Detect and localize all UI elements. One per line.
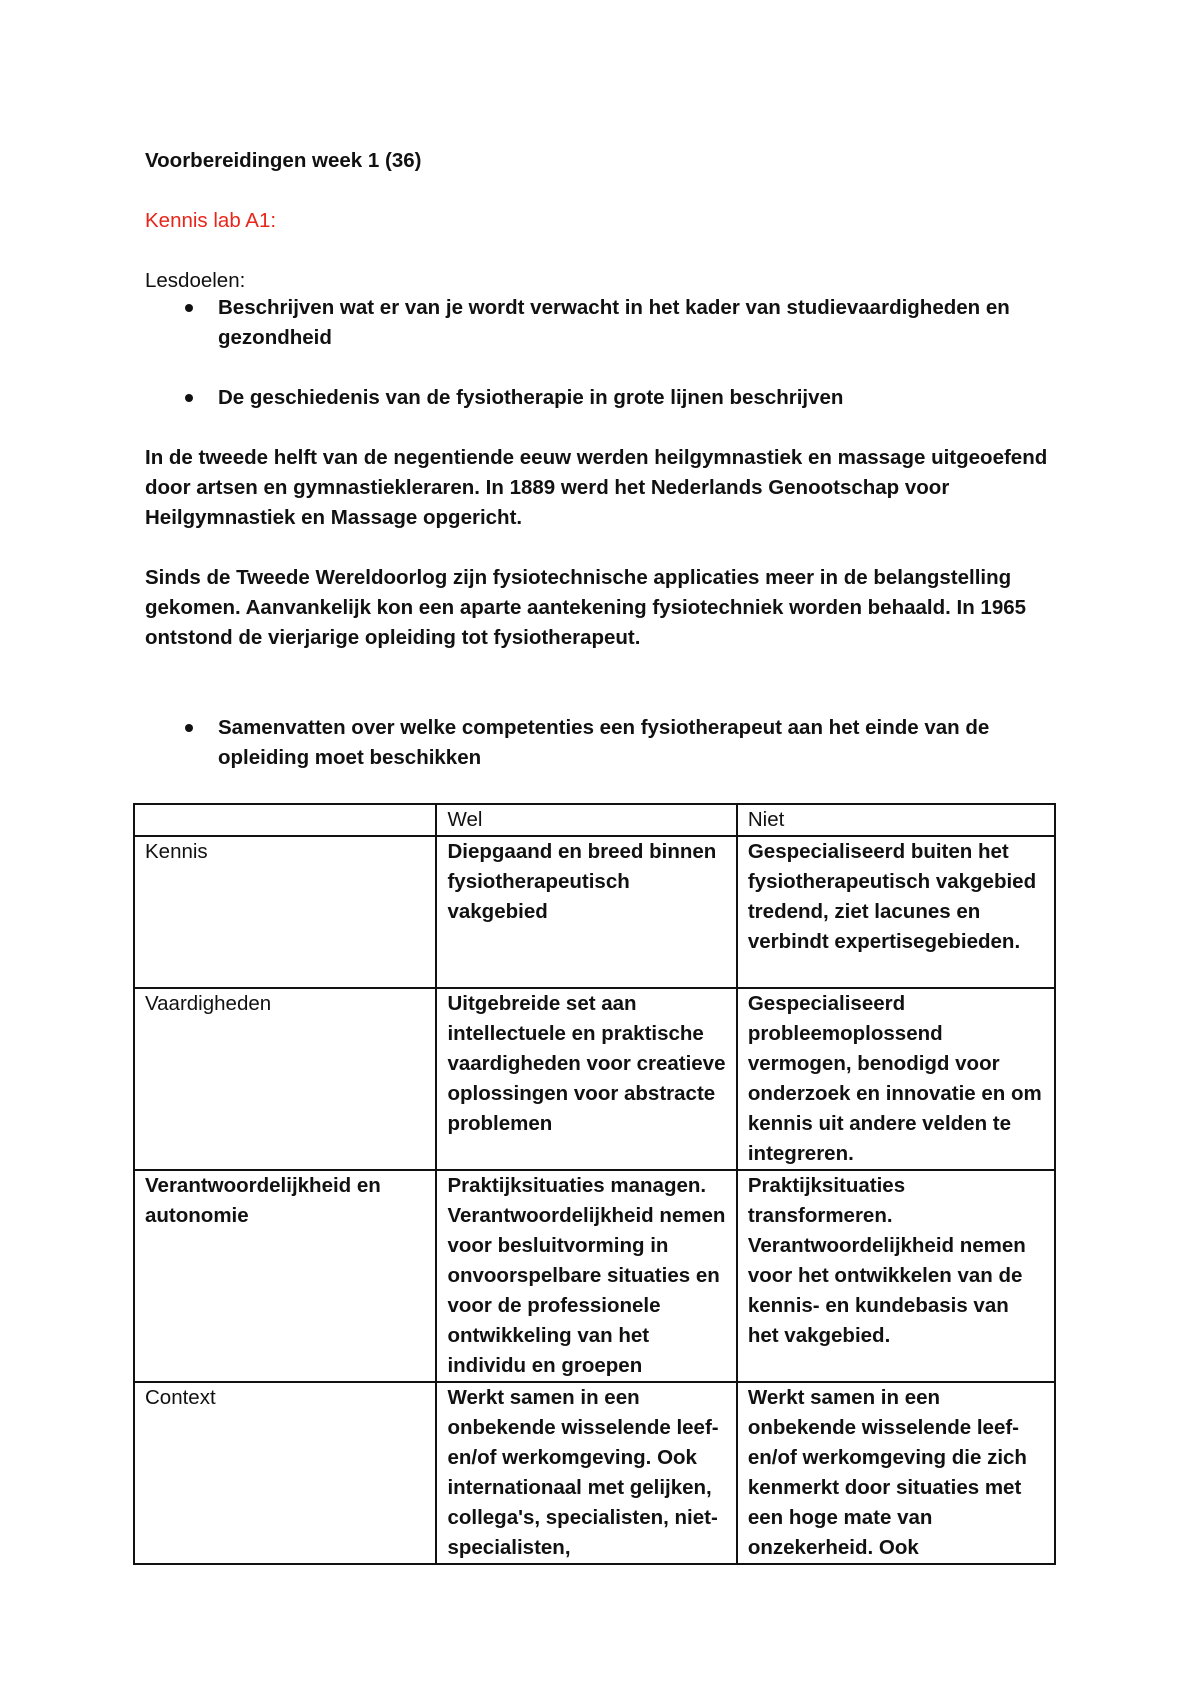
goals-list-second xyxy=(185,713,1065,803)
table-header-cell xyxy=(134,804,436,836)
table-header-cell: Niet xyxy=(737,804,1055,836)
history-paragraph: In de tweede helft van de negentiende eeuw werden heilgymnastiek en massage uitgeoefend door artsen en gymnastiekleraren. In 1889 werd het Nederlands Genootschap voor Heilgymnastiek en Massage opgericht. xyxy=(145,446,1048,529)
document-title: Voorbereidingen week 1 (36) xyxy=(145,149,422,172)
section-heading: Kennis lab A1: xyxy=(145,209,277,232)
row-label: Kennis xyxy=(134,836,436,988)
goals-list-first xyxy=(185,293,1065,443)
niet-cell: Praktijksituaties transformeren. Verantwoordelijkheid nemen voor het ontwikkelen van de kennis- en kundebasis van het vakgebied. xyxy=(737,1170,1055,1382)
goal-item: Beschrijven wat er van je wordt verwacht in het kader van studievaardigheden en gezondheid xyxy=(185,293,1065,353)
row-label: Context xyxy=(134,1382,436,1564)
wel-cell: Praktijksituaties managen. Verantwoordelijkheid nemen voor besluitvorming in onvoorspelbare situaties en voor de professionele ontwikkeling van het individu en groepen xyxy=(436,1170,736,1382)
table-row xyxy=(134,1170,1055,1382)
wel-cell: Diepgaand en breed binnen fysiotherapeutisch vakgebied xyxy=(436,836,736,988)
table-row xyxy=(134,1382,1055,1564)
row-label: Verantwoordelijkheid en autonomie xyxy=(134,1170,436,1382)
goal-item: Samenvatten over welke competenties een fysiotherapeut aan het einde van de opleiding moet beschikken xyxy=(185,713,1065,773)
table-row xyxy=(134,988,1055,1170)
goal-item: De geschiedenis van de fysiotherapie in grote lijnen beschrijven xyxy=(185,383,1065,413)
table-header-row xyxy=(134,804,1055,836)
niet-cell: Werkt samen in een onbekende wisselende leef- en/of werkomgeving die zich kenmerkt door situaties met een hoge mate van onzekerheid. Ook xyxy=(737,1382,1055,1564)
history-paragraph: Sinds de Tweede Wereldoorlog zijn fysiotechnische applicaties meer in de belangstelling gekomen. Aanvankelijk kon een aparte aantekening fysiotechniek worden behaald. In 1965 ontstond de vierjarige opleiding tot fysiotherapeut. xyxy=(145,566,1027,649)
niet-cell: Gespecialiseerd probleemoplossend vermogen, benodigd voor onderzoek en innovatie en om kennis uit andere velden te integreren. xyxy=(737,988,1055,1170)
niet-cell: Gespecialiseerd buiten het fysiotherapeutisch vakgebied tredend, ziet lacunes en verbindt expertisegebieden. xyxy=(737,836,1055,988)
table-row xyxy=(134,836,1055,988)
wel-cell: Werkt samen in een onbekende wisselende leef- en/of werkomgeving. Ook internationaal met gelijken, collega's, specialisten, niet-specialisten, xyxy=(436,1382,736,1564)
goals-label: Lesdoelen: xyxy=(145,269,246,292)
competence-table xyxy=(133,803,1056,1565)
table-header-cell: Wel xyxy=(436,804,736,836)
wel-cell: Uitgebreide set aan intellectuele en praktische vaardigheden voor creatieve oplossingen voor abstracte problemen xyxy=(436,988,736,1170)
row-label: Vaardigheden xyxy=(134,988,436,1170)
